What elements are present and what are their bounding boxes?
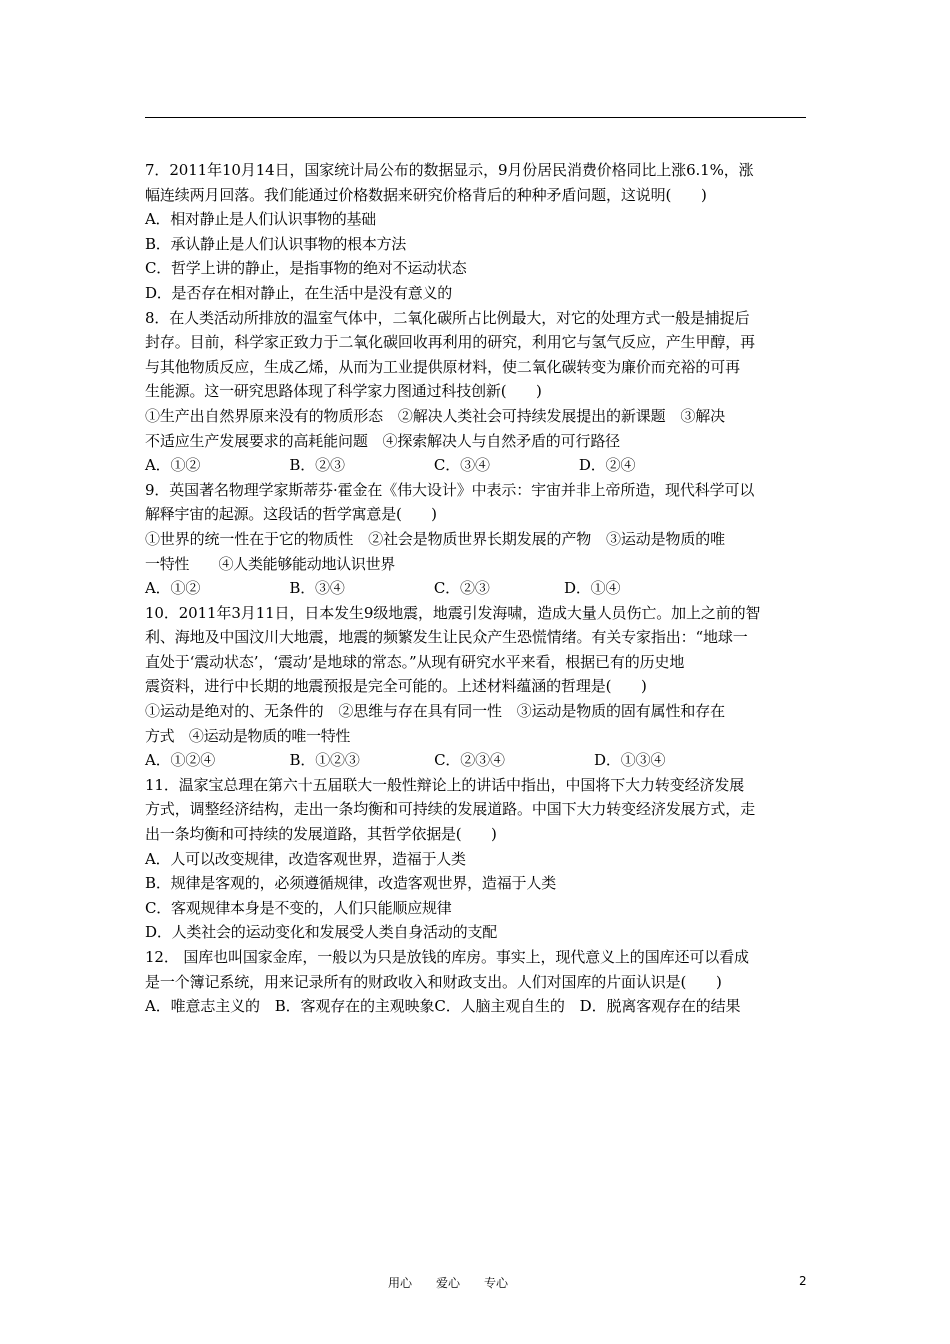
text-line: 11．温家宝总理在第六十五届联大一般性辩论上的讲话中指出，中国将下大力转变经济发展 <box>145 775 745 794</box>
text-line: 出一条均衡和可持续的发展道路，其哲学依据是( ) <box>145 825 497 844</box>
text-line: 12． 国库也叫国家金库，一般以为只是放钱的库房。事实上，现代意义上的国库还可以看成 <box>145 948 749 966</box>
text-line: C．哲学上讲的静止，是指事物的绝对不运动状态 <box>145 259 467 278</box>
text-line: B．规律是客观的，必须遵循规律，改造客观世界，造福于人类 <box>145 874 557 893</box>
text-line: 一特性 ④人类能够能动地认识世界 <box>145 554 396 573</box>
text-line: A．①② B．②③ C．③④ D．②④ <box>145 456 636 475</box>
text-line: 生能源。这一研究思路体现了科学家力图通过科技创新( ) <box>145 382 542 401</box>
text-line: 8．在人类活动所排放的温室气体中，二氧化碳所占比例最大，对它的处理方式一般是捕捉后 <box>145 308 750 327</box>
text-line: A．唯意志主义的 B．客观存在的主观映象C．人脑主观自生的 D．脱离客观存在的结果 <box>145 997 741 1016</box>
text-line: ①世界的统一性在于它的物质性 ②社会是物质世界长期发展的产物 ③运动是物质的唯 <box>145 529 726 548</box>
header-rule <box>145 117 806 118</box>
text-line: 幅连续两月回落。我们能通过价格数据来研究价格背后的种种矛盾问题，这说明( ) <box>145 185 707 204</box>
page-number: 2 <box>799 1274 807 1288</box>
text-line: B．承认静止是人们认识事物的根本方法 <box>145 234 407 253</box>
text-line: 7．2011年10月14日，国家统计局公布的数据显示，9月份居民消费价格同比上涨6.1%，涨 <box>145 161 754 179</box>
text-line: D．是否存在相对静止，在生活中是没有意义的 <box>145 283 453 302</box>
text-line: A．①② B．③④ C．②③ D．①④ <box>145 579 621 598</box>
text-line: 与其他物质反应，生成乙烯，从而为工业提供原材料，使二氧化碳转变为廉价而充裕的可再 <box>145 357 741 376</box>
text-line: 不适应生产发展要求的高耗能问题 ④探索解决人与自然矛盾的可行路径 <box>145 431 621 450</box>
text-line: 震资料，进行中长期的地震预报是完全可能的。上述材料蕴涵的哲理是( ) <box>145 677 647 696</box>
text-line: 解释宇宙的起源。这段话的哲学寓意是( ) <box>145 505 437 524</box>
footer-motto: 用心 爱心 专心 <box>388 1276 509 1290</box>
text-line: 9．英国著名物理学家斯蒂芬·霍金在《伟大设计》中表示：宇宙并非上帝所造，现代科学可以 <box>145 480 755 499</box>
text-line: 是一个簿记系统，用来记录所有的财政收入和财政支出。人们对国库的片面认识是( ) <box>145 972 722 991</box>
text-line: 方式，调整经济结构，走出一条均衡和可持续的发展道路。中国下大力转变经济发展方式，走 <box>145 800 756 819</box>
text-line: A．①②④ B．①②③ C．②③④ D．①③④ <box>145 751 666 770</box>
text-line: 封存。目前，科学家正致力于二氧化碳回收再利用的研究，利用它与氢气反应，产生甲醇，再 <box>145 333 756 352</box>
text-line: 10．2011年3月11日，日本发生9级地震，地震引发海啸，造成大量人员伤亡。加上之前的智 <box>145 603 761 622</box>
text-line: A．人可以改变规律，改造客观世界，造福于人类 <box>145 849 466 868</box>
document-body <box>145 158 815 1019</box>
text-line: 方式 ④运动是物质的唯一特性 <box>145 726 351 745</box>
text-line: ①生产出自然界原来没有的物质形态 ②解决人类社会可持续发展提出的新课题 ③解决 <box>145 406 726 425</box>
page-footer <box>0 1274 950 1292</box>
text-line: 直处于‘震动状态’，‘震动’是地球的常态。”从现有研究水平来看，根据已有的历史地 <box>145 652 685 671</box>
text-line: C．客观规律本身是不变的，人们只能顺应规律 <box>145 898 452 917</box>
text-line: ①运动是绝对的、无条件的 ②思维与存在具有同一性 ③运动是物质的固有属性和存在 <box>145 702 726 721</box>
text-line: 利、海地及中国汶川大地震，地震的频繁发生让民众产生恐慌情绪。有关专家指出：“地球一 <box>145 628 748 647</box>
text-line: A．相对静止是人们认识事物的基础 <box>145 210 376 229</box>
text-line: D．人类社会的运动变化和发展受人类自身活动的支配 <box>145 923 498 942</box>
